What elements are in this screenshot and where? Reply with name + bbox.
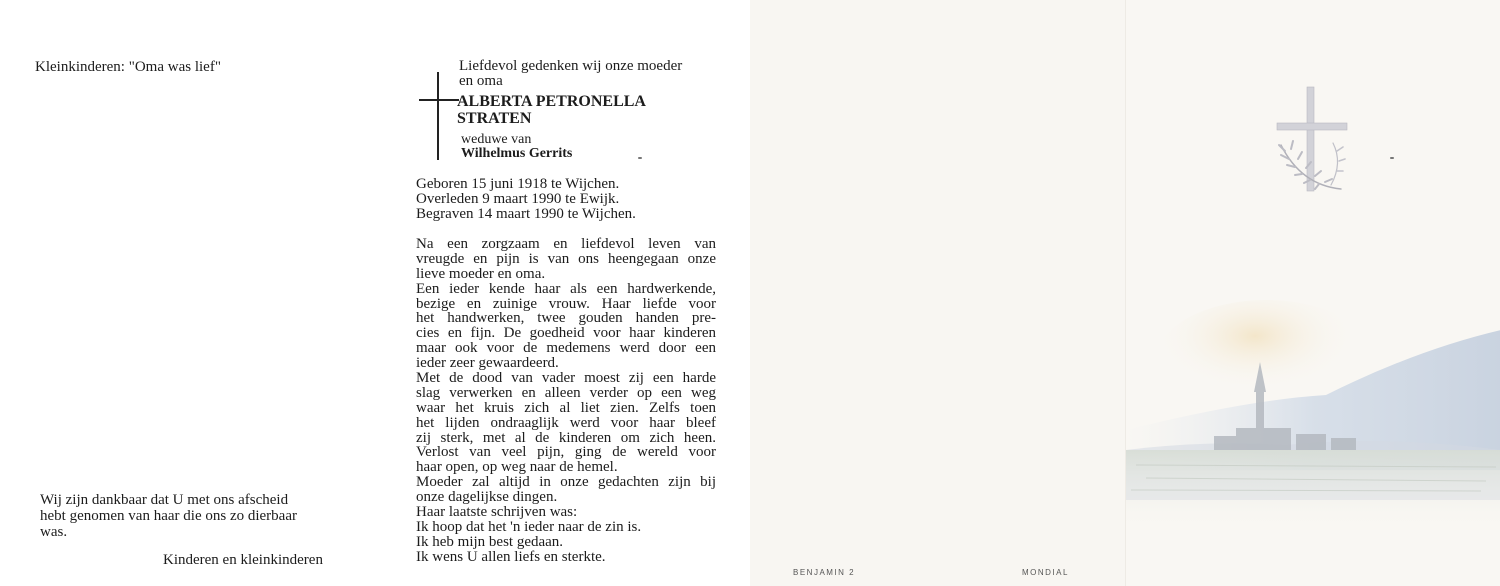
body-line: slag verwerken en alleen verder op een weg xyxy=(416,384,716,401)
body-line: Een ieder kende haar als een hardwerkende, xyxy=(416,280,716,297)
cross-icon xyxy=(419,72,459,160)
widow-of-label: weduwe van xyxy=(461,132,532,147)
death-line: Overleden 9 maart 1990 te Ewijk. xyxy=(416,191,620,207)
back-cover-panel xyxy=(750,0,1125,586)
village-landscape-illustration xyxy=(1126,300,1500,540)
left-inner-panel xyxy=(0,0,375,586)
print-speck xyxy=(1390,157,1394,159)
burial-line: Begraven 14 maart 1990 te Wijchen. xyxy=(416,206,636,222)
body-line: onze dagelijkse dingen. xyxy=(416,489,558,506)
body-line: cies en fijn. De goedheid voor haar kinderen xyxy=(416,325,716,342)
intro-line: en oma xyxy=(459,73,503,89)
body-line: Haar laatste schrijven was: xyxy=(416,504,578,521)
intro-text xyxy=(459,59,682,89)
printer-imprint-brand: MONDIAL xyxy=(1022,568,1069,577)
deceased-name xyxy=(457,93,646,127)
print-speck xyxy=(638,157,642,159)
thanks-line: hebt genomen van haar die ons zo dierbaar xyxy=(40,508,297,524)
birth-line: Geboren 15 juni 1918 te Wijchen. xyxy=(416,176,620,192)
thanks-line: was. xyxy=(40,524,68,540)
body-line: Met de dood van vader moest zij een harde xyxy=(416,370,716,387)
body-line: maar ook voor de medemens werd door een xyxy=(416,340,716,357)
body-line: Ik heb mijn best gedaan. xyxy=(416,533,564,550)
body-line: waar het kruis zich al liet zien. Zelfs toen xyxy=(416,399,716,416)
signature: Kinderen en kleinkinderen xyxy=(163,552,323,568)
body-line: Moeder zal altijd in onze gedachten zijn bij xyxy=(416,474,716,491)
body-line: haar open, op weg naar de hemel. xyxy=(416,459,618,476)
body-line: Na een zorgzaam en liefdevol leven van xyxy=(416,236,716,252)
body-line: lieve moeder en oma. xyxy=(416,265,546,282)
thanks-message xyxy=(40,493,297,541)
grandchildren-quote: Kleinkinderen: "Oma was lief" xyxy=(35,59,221,75)
front-cover-panel xyxy=(1125,0,1500,586)
name-line: ALBERTA PETRONELLA xyxy=(457,93,646,110)
embossed-cross-icon xyxy=(1271,85,1381,195)
body-line: Ik hoop dat het 'n ieder naar de zin is. xyxy=(416,518,642,535)
body-line: Ik wens U allen liefs en sterkte. xyxy=(416,548,606,565)
body-line: het handwerken, twee gouden handen pre- xyxy=(416,310,716,327)
memorial-body-text xyxy=(416,237,716,565)
husband-name: Wilhelmus Gerrits xyxy=(461,146,573,161)
body-line: het lijden ondraaglijk werd voor haar bleef xyxy=(416,414,716,431)
body-line: bezige en zuinige vrouw. Haar liefde voor xyxy=(416,295,716,312)
intro-line: Liefdevol gedenken wij onze moeder xyxy=(459,58,683,74)
body-line: Verlost van veel pijn, ging de wereld voor xyxy=(416,444,716,461)
name-line: STRATEN xyxy=(457,110,532,127)
memorial-text-panel xyxy=(375,0,750,586)
thanks-line: Wij zijn dankbaar dat U met ons afscheid xyxy=(40,492,289,508)
body-line: zij sterk, met al de kinderen om zich heen. xyxy=(416,429,716,446)
body-line: ieder zeer gewaardeerd. xyxy=(416,355,559,372)
printer-imprint-model: BENJAMIN 2 xyxy=(793,568,856,577)
life-dates xyxy=(416,177,636,222)
body-line: vreugde en pijn is van ons heengegaan onze xyxy=(416,250,716,267)
